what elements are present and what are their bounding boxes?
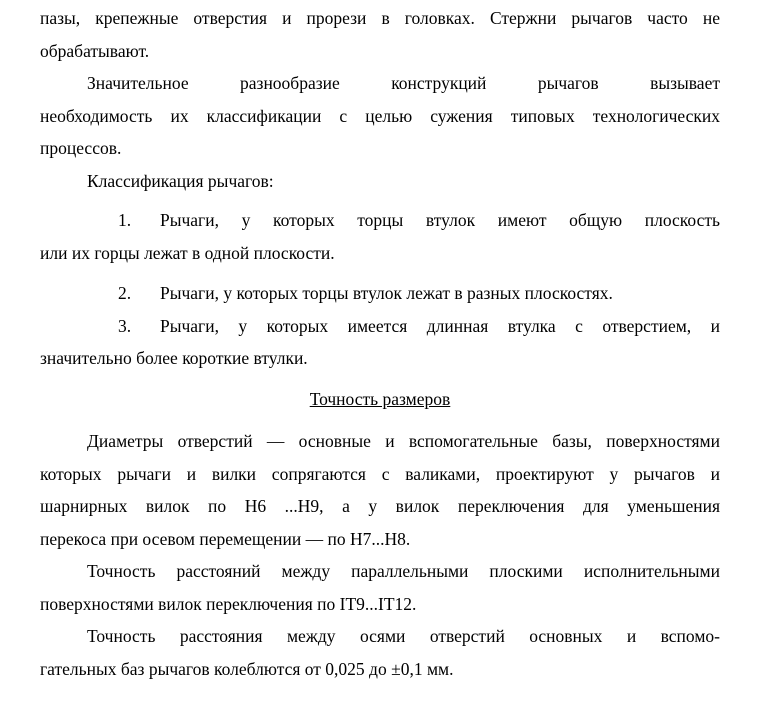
paragraph-line: которых рычаги и вилки сопрягаются с валиками, проектируют у рычагов и — [40, 463, 720, 484]
list-item-line: значительно более короткие втулки. — [40, 348, 308, 368]
paragraph-line: пазы, крепежные отверстия и прорези в головках. Стержни рычагов часто не — [40, 8, 720, 28]
list-item-line — [40, 310, 720, 343]
list-number: 3. — [118, 315, 132, 336]
list-item-text: Рычаги, у которых торцы втулок имеют общую плоскость — [160, 210, 720, 230]
list-number: 1. — [118, 210, 132, 230]
paragraph-line: Точность расстояний между параллельными плоскими исполнительными — [87, 561, 720, 581]
section-heading — [40, 383, 720, 416]
paragraph-line: Точность расстояния между осями отверстий основных и вспомо- — [87, 626, 720, 646]
paragraph-line: поверхностями вилок переключения по IT9...IT12. — [40, 593, 417, 614]
paragraph-line: шарнирных вилок по Н6 ...Н9, а у вилок переключения для уменьшения — [40, 496, 720, 516]
paragraph-line: перекоса при осевом перемещении — по Н7...Н8. — [40, 528, 411, 549]
paragraph-line: Диаметры отверстий — основные и вспомогательные базы, поверхностями — [87, 431, 720, 451]
paragraph-line: Значительное разнообразие конструкций рычагов вызывает — [87, 73, 720, 93]
list-item-line: или их горцы лежат в одной плоскости. — [40, 242, 335, 263]
section-heading-text: Точность размеров — [309, 388, 451, 409]
list-item-text: Рычаги, у которых торцы втулок лежат в разных плоскостях. — [160, 283, 613, 303]
paragraph-line: обрабатывают. — [40, 40, 150, 61]
list-item-text: Рычаги, у которых имеется длинная втулка с отверстием, и — [160, 315, 720, 336]
paragraph-line: необходимость их классификации с целью сужения типовых технологических — [40, 105, 720, 126]
list-item-line — [40, 277, 720, 310]
paragraph-line: процессов. — [40, 138, 122, 158]
paragraph-line: Классификация рычагов: — [87, 170, 274, 191]
list-item-line — [40, 204, 720, 237]
list-number: 2. — [118, 283, 132, 303]
paragraph-line: гательных баз рычагов колеблются от 0,025 до ±0,1 мм. — [40, 658, 454, 679]
